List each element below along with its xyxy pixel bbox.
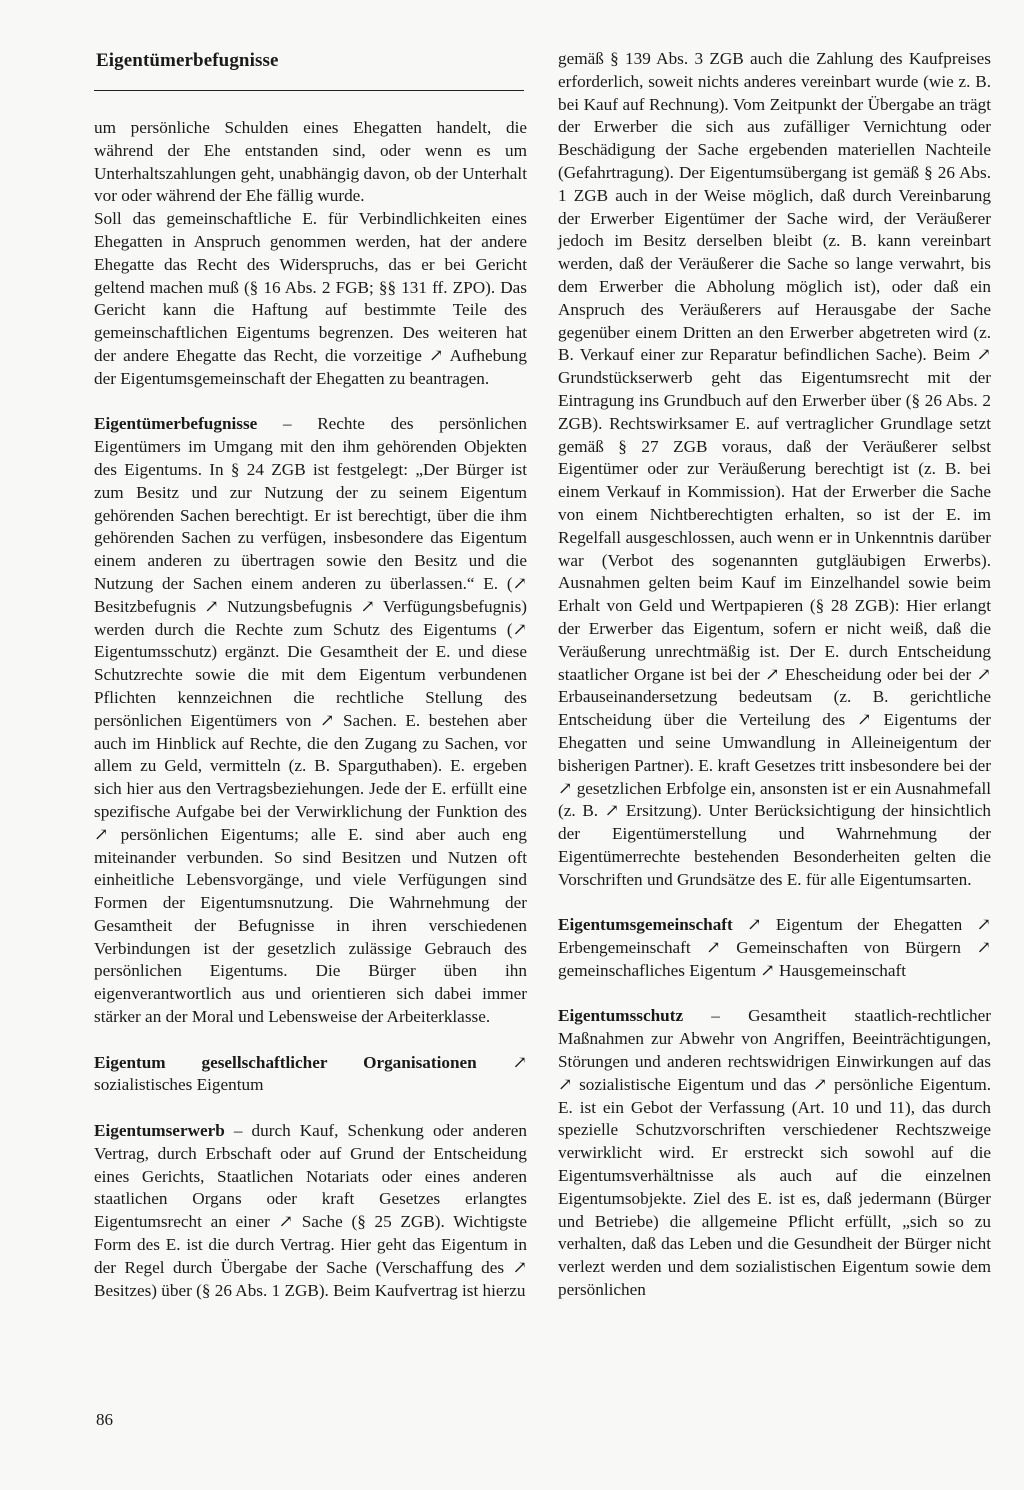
running-header-title: Eigentümerbefugnisse [96, 50, 279, 71]
left-column [94, 117, 527, 1302]
entry-text: – Rechte des persönlichen Eigentümers im Umgang mit den ihm gehörenden Objekten des Eigentums. In § 24 ZGB ist festgelegt: „Der Bürger ist zum Besitz und zur Nutzung der zu seinem Eigentum gehörenden Sachen berechtigt. Er ist berechtigt, über die ihm gehörenden Sachen zu verfügen, insbesondere das Eigentum einem anderen zu übertragen sowie den Besitz und die Nutzung der Sachen einem anderen zu überlassen.“ E. (↗ Besitzbefugnis ↗ Nutzungsbefugnis ↗ Verfügungsbefugnis) werden durch die Rechte zum Schutz des Eigentums (↗ Eigentumsschutz) ergänzt. Die Gesamtheit der E. und diese Schutzrechte sowie die mit dem Eigentum verbundenen Pflichten kennzeichnen die rechtliche Stellung des persönlichen Eigentümers von ↗ Sachen. E. bestehen aber auch im Hinblick auf Rechte, die den Zugang zu Sachen, vor allem zu Geld, vermitteln (z. B. Sparguthaben). E. ergeben sich hier aus den Vertragsbeziehungen. Jede der E. erfüllt eine spezifische Aufgabe bei der Verwirklichung der Funktion des ↗ persönlichen Eigentums; alle E. sind aber auch eng miteinander verbunden. So sind Besitzen und Nutzen oft einheitliche Lebensvorgänge, und viele Verfügungen sind Formen der Eigentumsnutzung. Die Wahrnehmung der Gesamtheit der Befugnisse in ihren verschiedenen Verbindungen ist der gesetzlich zulässige Gebrauch des persönlichen Eigentums. Die Bürger üben ihn eigenverantwortlich aus und orientieren sich dabei immer stärker an der Moral und Lebensweise der Arbeiterklasse. [94, 414, 527, 1027]
entry-paragraph [94, 1120, 527, 1302]
entry-paragraph [558, 48, 991, 891]
entry-paragraph [94, 1052, 527, 1098]
entry-text: ↗ Eigentum der Ehegatten ↗ Erbengemeinschaft ↗ Gemeinschaften von Bürgern ↗ gemeinschafliches Eigentum ↗ Hausgemeinschaft [558, 915, 991, 980]
entry-term: Eigentümerbefugnisse [94, 414, 258, 434]
entry-term: Eigentumsgemeinschaft [558, 915, 733, 935]
entry-text: Soll das gemeinschaftliche E. für Verbindlichkeiten eines Ehegatten in Anspruch genommen werden, hat der andere Ehegatte das Recht des Widerspruchs, das er bei Gericht geltend machen muß (§ 16 Abs. 2 FGB; §§ 131 ff. ZPO). Das Gericht kann die Haftung auf bestimmte Teile des gemeinschaftlichen Eigentums begrenzen. Des weiteren hat der andere Ehegatte das Recht, die vorzeitige ↗ Aufhebung der Eigentumsgemeinschaft der Ehegatten zu beantragen. [94, 209, 527, 388]
entry-text: um persönliche Schulden eines Ehegatten handelt, die während der Ehe entstanden sind, oder wenn es um Unterhaltszahlungen geht, unabhängig davon, ob der Unterhalt vor oder während der Ehe fällig wurde. [94, 118, 527, 206]
page-number: 86 [96, 1410, 113, 1429]
right-column [558, 48, 991, 1302]
entry-term: Eigentum gesellschaftlicher Organisationen [94, 1052, 477, 1072]
entry-paragraph [558, 1005, 991, 1301]
entry-text: ↗ sozialistisches Eigentum [94, 1052, 528, 1095]
entry-text: gemäß § 139 Abs. 3 ZGB auch die Zahlung des Kaufpreises erforderlich, soweit nichts anderes vereinbart wurde (wie z. B. bei Kauf auf Rechnung). Vom Zeitpunkt der Übergabe an trägt der Erwerber die sich aus zufälliger Vernichtung oder Beschädigung der Sache ergebenden materiellen Nachteile (Gefahrtragung). Der Eigentumsübergang ist gemäß § 26 Abs. 1 ZGB auch in der Weise möglich, daß durch Vereinbarung der Erwerber Eigentümer der Sache wird, der Veräußerer jedoch im Besitz derselben bleibt (z. B. kann vereinbart werden, daß der Veräußerer die Sache so lange verwahrt, bis dem Erwerber die Abholung möglich ist), oder daß ein Anspruch des Veräußerers auf Herausgabe der Sache gegenüber einem Dritten an den Erwerber abgetreten wird (z. B. Verkauf einer zur Reparatur befindlichen Sache). Beim ↗ Grundstückserwerb geht das Eigentumsrecht mit der Eintragung ins Grundbuch auf den Erwerber über (§ 26 Abs. 2 ZGB). Rechtswirksamer E. auf vertraglicher Grundlage setzt gemäß § 27 ZGB voraus, daß der Veräußerer selbst Eigentümer oder zur Veräußerung berechtigt ist (z. B. bei einem Verkauf in Kommission). Hat der Erwerber die Sache von einem Nichtberechtigten erhalten, so ist der E. im Regelfall ausgeschlossen, auch wenn er in Unkenntnis darüber war (Verbot des sogenannten gutgläubigen Erwerbs). Ausnahmen gelten beim Kauf im Einzelhandel sowie beim Erhalt von Geld und Wertpapieren (§ 28 ZGB): Hier erlangt der Erwerber das Eigentum, sofern er nicht weiß, daß die Veräußerung unrechtmäßig ist. Der E. durch Entscheidung staatlicher Organe ist bei der ↗ Ehescheidung oder bei der ↗ Erbauseinandersetzung bedeutsam (z. B. gerichtliche Entscheidung über die Verteilung des ↗ Eigentums der Ehegatten und seine Umwandlung in Alleineigentum der bisherigen Partner). E. kraft Gesetzes tritt insbesondere bei der ↗ gesetzlichen Erbfolge ein, ansonsten ist er ein Ausnahmefall (z. B. ↗ Ersitzung). Unter Berücksichtigung der hinsichtlich der Eigentümerstellung und Wahrnehmung der Eigentümerrechte bestehenden Besonderheiten gelten die Vorschriften und Grundsätze des E. für alle Eigentumsarten. [558, 49, 991, 889]
entry-term: Eigentumsschutz [558, 1006, 684, 1026]
entry-paragraph [558, 914, 991, 982]
entry-text: – Gesamtheit staatlich-rechtlicher Maßnahmen zur Abwehr von Angriffen, Beeinträchtigungen, Störungen und anderen rechtswidrigen Einwirkungen auf das ↗ sozialistische Eigentum und das ↗ persönliche Eigentum. E. ist ein Gebot der Verfassung (Art. 10 und 11), das durch spezielle Schutzvorschriften verschiedener Rechtszweige verwirklicht wird. Er erstreckt sich sowohl auf die Eigentumsverhältnisse als auch auf die einzelnen Eigentumsobjekte. Ziel des E. ist es, daß jedermann (Bürger und Betriebe) die allgemeine Pflicht erfüllt, „sich so zu verhalten, daß das Leben und die Gesundheit der Bürger nicht verlezt werden und dem sozialistischen Eigentum sowie dem persönlichen [558, 1006, 991, 1300]
entry-text: – durch Kauf, Schenkung oder anderen Vertrag, durch Erbschaft oder auf Grund der Entscheidung eines Gerichts, Staatlichen Notariats oder eines anderen staatlichen Organs oder kraft Gesetzes erlangtes Eigentumsrecht an einer ↗ Sache (§ 25 ZGB). Wichtigste Form des E. ist die durch Vertrag. Hier geht das Eigentum in der Regel durch Übergabe der Sache (Verschaffung des ↗ Besitzes) über (§ 26 Abs. 1 ZGB). Beim Kaufvertrag ist hierzu [94, 1121, 527, 1300]
entry-term: Eigentumserwerb [94, 1121, 225, 1141]
entry-paragraph [94, 208, 527, 390]
header-rule [94, 90, 524, 91]
entry-paragraph [94, 413, 527, 1029]
entry-paragraph [94, 117, 527, 208]
